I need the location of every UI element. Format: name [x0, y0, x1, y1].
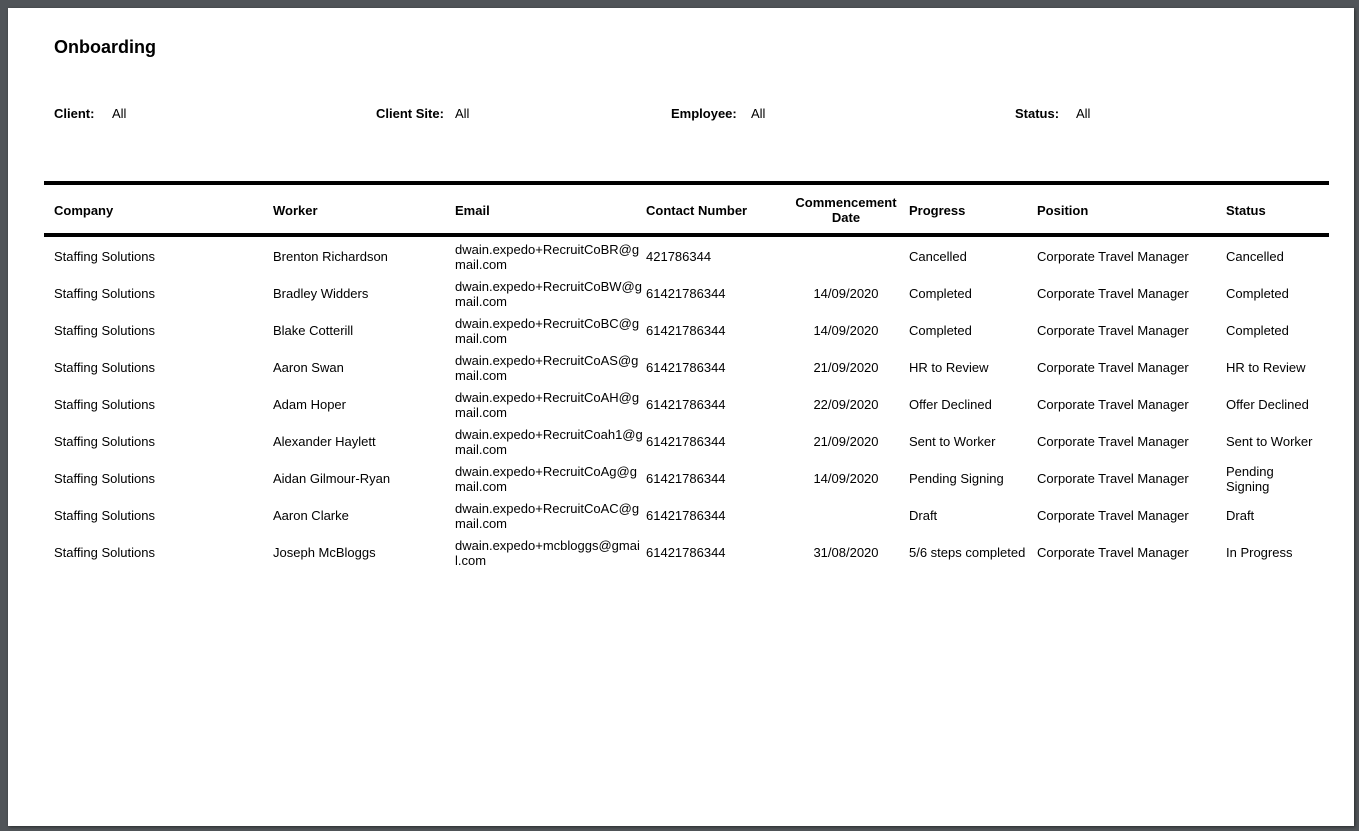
table-row — [8, 275, 1354, 312]
cell-progress: Completed — [909, 323, 972, 338]
cell-email: dwain.expedo+RecruitCoAH@gmail.com — [455, 389, 640, 420]
cell-commencement-date — [791, 238, 901, 275]
header-email: Email — [455, 203, 490, 218]
table-row — [8, 238, 1354, 275]
cell-email: dwain.expedo+RecruitCoBR@gmail.com — [455, 241, 640, 272]
cell-contact: 61421786344 — [646, 471, 726, 486]
cell-company: Staffing Solutions — [54, 545, 155, 560]
cell-progress: Pending Signing — [909, 471, 1004, 486]
cell-commencement-date: 31/08/2020 — [813, 545, 879, 560]
cell-commencement-date: 14/09/2020 — [813, 286, 879, 301]
cell-position: Corporate Travel Manager — [1037, 545, 1189, 560]
cell-commencement-date: 21/09/2020 — [813, 434, 879, 449]
cell-position: Corporate Travel Manager — [1037, 360, 1189, 375]
cell-contact: 61421786344 — [646, 545, 726, 560]
cell-company: Staffing Solutions — [54, 434, 155, 449]
cell-worker: Bradley Widders — [273, 286, 369, 301]
filter-site-label: Client Site: — [376, 106, 444, 121]
cell-email: dwain.expedo+mcbloggs@gmail.com — [455, 537, 640, 568]
cell-position: Corporate Travel Manager — [1037, 286, 1189, 301]
cell-company: Staffing Solutions — [54, 360, 155, 375]
cell-contact: 61421786344 — [646, 397, 726, 412]
cell-contact: 61421786344 — [646, 434, 726, 449]
header-worker: Worker — [273, 203, 318, 218]
cell-progress: HR to Review — [909, 360, 989, 375]
cell-status: Draft — [1226, 508, 1255, 523]
filter-summary — [8, 106, 1354, 126]
cell-email: dwain.expedo+RecruitCoBW@gmail.com — [455, 278, 642, 309]
filter-employee — [671, 106, 766, 121]
cell-progress: Offer Declined — [909, 397, 992, 412]
cell-worker: Aaron Swan — [273, 360, 344, 375]
cell-progress: Completed — [909, 286, 972, 301]
cell-commencement-date: 14/09/2020 — [813, 323, 879, 338]
cell-progress: Draft — [909, 508, 938, 523]
table-header-rule — [44, 233, 1329, 237]
page-title: Onboarding — [54, 37, 156, 57]
cell-status: Completed — [1226, 323, 1289, 338]
header-progress: Progress — [909, 203, 966, 218]
header-contact-number: Contact Number — [646, 203, 748, 218]
cell-progress: Sent to Worker — [909, 434, 996, 449]
cell-company: Staffing Solutions — [54, 397, 155, 412]
cell-contact: 61421786344 — [646, 360, 726, 375]
filter-site-value: All — [455, 106, 470, 121]
cell-progress: Cancelled — [909, 249, 967, 264]
cell-commencement-date: 21/09/2020 — [813, 360, 879, 375]
cell-status: Offer Declined — [1226, 397, 1309, 412]
cell-worker: Joseph McBloggs — [273, 545, 376, 560]
cell-contact: 61421786344 — [646, 286, 726, 301]
table-row — [8, 349, 1354, 386]
filter-status — [1015, 106, 1091, 121]
cell-contact: 421786344 — [646, 249, 712, 264]
filter-status-value: All — [1076, 106, 1091, 121]
table-row — [8, 312, 1354, 349]
cell-commencement-date: 14/09/2020 — [813, 471, 879, 486]
cell-company: Staffing Solutions — [54, 471, 155, 486]
cell-contact: 61421786344 — [646, 323, 726, 338]
cell-email: dwain.expedo+RecruitCoah1@gmail.com — [455, 426, 643, 457]
cell-company: Staffing Solutions — [54, 323, 155, 338]
cell-commencement-date — [791, 497, 901, 534]
cell-position: Corporate Travel Manager — [1037, 397, 1189, 412]
cell-email: dwain.expedo+RecruitCoAg@gmail.com — [455, 463, 637, 494]
cell-status: Completed — [1226, 286, 1289, 301]
table-row — [8, 423, 1354, 460]
filter-client — [54, 106, 127, 121]
cell-company: Staffing Solutions — [54, 286, 155, 301]
table-row — [8, 497, 1354, 534]
cell-email: dwain.expedo+RecruitCoBC@gmail.com — [455, 315, 640, 346]
table-row — [8, 534, 1354, 571]
filter-employee-label: Employee: — [671, 106, 737, 121]
cell-worker: Alexander Haylett — [273, 434, 376, 449]
cell-position: Corporate Travel Manager — [1037, 434, 1189, 449]
cell-worker: Adam Hoper — [273, 397, 346, 412]
cell-position: Corporate Travel Manager — [1037, 471, 1189, 486]
table-top-rule — [44, 181, 1329, 185]
filter-status-label: Status: — [1015, 106, 1060, 121]
header-company: Company — [54, 203, 114, 218]
report-page — [8, 8, 1354, 826]
cell-company: Staffing Solutions — [54, 249, 155, 264]
cell-email: dwain.expedo+RecruitCoAC@gmail.com — [455, 500, 640, 531]
cell-status: Pending Signing — [1226, 463, 1274, 494]
cell-company: Staffing Solutions — [54, 508, 155, 523]
cell-status: In Progress — [1226, 545, 1293, 560]
cell-position: Corporate Travel Manager — [1037, 323, 1189, 338]
cell-position: Corporate Travel Manager — [1037, 249, 1189, 264]
cell-worker: Blake Cotterill — [273, 323, 354, 338]
filter-client-label: Client: — [54, 106, 95, 121]
header-position: Position — [1037, 203, 1089, 218]
cell-email: dwain.expedo+RecruitCoAS@gmail.com — [455, 352, 639, 383]
cell-contact: 61421786344 — [646, 508, 726, 523]
table-body — [8, 238, 1354, 571]
cell-status: Sent to Worker — [1226, 434, 1313, 449]
cell-status: HR to Review — [1226, 360, 1306, 375]
table-row — [8, 460, 1354, 497]
cell-status: Cancelled — [1226, 249, 1284, 264]
header-status: Status — [1226, 203, 1266, 218]
filter-client-value: All — [112, 106, 127, 121]
cell-worker: Aaron Clarke — [273, 508, 349, 523]
header-commencement-date: Commencement Date — [795, 195, 897, 225]
cell-worker: Brenton Richardson — [273, 249, 388, 264]
filter-client-site — [376, 106, 470, 121]
cell-commencement-date: 22/09/2020 — [813, 397, 879, 412]
cell-progress: 5/6 steps completed — [909, 545, 1026, 560]
cell-worker: Aidan Gilmour-Ryan — [273, 471, 391, 486]
table-row — [8, 386, 1354, 423]
cell-position: Corporate Travel Manager — [1037, 508, 1189, 523]
filter-employee-value: All — [751, 106, 766, 121]
